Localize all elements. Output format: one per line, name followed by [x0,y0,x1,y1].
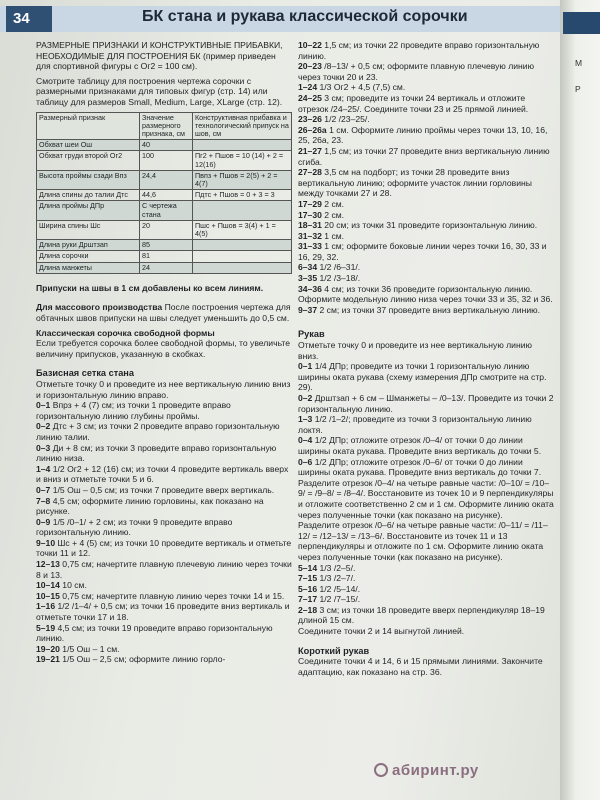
step-key: 1–4 [36,463,51,474]
step-key: 27–28 [298,167,322,178]
table-row [37,201,292,220]
step-key: 23–26 [298,114,322,125]
step-item [298,125,554,146]
step-key: 0–2 [298,393,313,403]
step-item [36,580,292,591]
table-row [37,170,292,189]
table-cell: 44,6 [140,190,193,201]
table-row [37,151,292,170]
step-key: 1–16 [36,601,56,612]
step-text: 4 см; из точки 36 проведите горизонтальную линию. [321,283,533,294]
step-item [298,241,554,262]
step-key: 0–1 [298,361,313,372]
table-cell: Пшс + Пшов = 3(4) + 1 = 4(5) [193,220,292,239]
next-page-edge [560,0,600,800]
step-text: Ди + 8 см; из точки 3 проведите вправо горизонтальную линию низа. [36,442,277,464]
step-key: 6–34 [298,262,318,273]
step-item [298,146,554,167]
step-item [298,93,554,114]
watermark-logo-icon [374,763,388,777]
short-sleeve-text: Соедините точки 4 и 14, 6 и 15 прямыми линиями. Закончите адаптацию, как показано на стр. 36. [298,656,543,677]
table-row [37,140,292,151]
step-item [36,496,292,517]
table-cell [193,262,292,273]
step-text: 1/3 /2–7/. [317,573,356,584]
step-key: 12–13 [36,559,60,570]
sleeve-title: Рукав [298,329,325,340]
seam-allowance-note: Припуски на швы в 1 см добавлены ко всем линиям. [36,282,264,293]
step-text: 1 см. [321,230,345,241]
step-item [36,538,292,559]
table-cell: Длина руки Дрштзап [37,240,140,251]
step-key: 10–22 [298,40,322,50]
step-key: 34–36 [298,283,322,294]
step-key: 31–33 [298,241,322,252]
step-key: 21–27 [298,145,322,156]
table-cell [193,201,292,220]
mass-production-title: Для массового производства [36,302,163,313]
step-text: 3 см; из точки 18 проведите вверх перпендикуляр 18–19 длиной 15 см. [298,604,545,626]
table-header-cell: Размерный признак [37,112,140,140]
table-row [37,190,292,201]
table-row [37,240,292,251]
step-key: 7–17 [298,594,318,605]
step-item [36,400,292,421]
step-key: 18–31 [298,220,322,231]
step-item [298,573,554,584]
step-item [36,601,292,622]
table-cell: Длина манжеты [37,262,140,273]
step-item [298,563,554,574]
step-key: 3–35 [298,273,318,284]
step-text: 1/2 /7–15/. [317,594,361,605]
step-text: 1/3 /2–5/. [317,562,356,573]
step-text: 1/2 /23–25/. [321,114,370,125]
right-column [298,40,554,677]
step-text: 1/2 /3–18/. [317,273,361,284]
divide-0-4-text: Разделите отрезок /0–4/ на четыре равные части: /0–10/ = /10–9/ = /9–8/ = /8–4/. Восстановите из точек 10 и 9 перпендикуляры и отложите соответственно 2 см и 1 см. Оформите линию оката через полученные точки (как показано на рисунке). [298,477,554,520]
step-key: 17–29 [298,198,322,209]
step-text: 3 см; проведите из точки 24 вертикаль и отложите отрезок /24–25/. Соедините точки 23 и 25 прямой линией. [298,92,529,114]
step-key: 7–8 [36,495,51,506]
step-key: 10–15 [36,590,60,601]
step-key: 0–3 [36,442,51,453]
step-item [298,61,554,82]
table-cell: С чертежа стана [140,201,193,220]
step-item [36,644,292,655]
mass-production-text: После построения чертежа для обтачных швов припуски на швы следует уменьшить до 0,5 см. [36,302,291,323]
step-item [298,284,554,295]
step-key: 19–20 [36,643,60,654]
page-number: 34 [6,6,52,32]
step-item [36,421,292,442]
step-key: 0–9 [36,516,51,527]
step-text: 1/2 /1–4/ + 0,5 см; из точки 16 проведите вниз вертикаль и отметьте точки 17 и 18. [36,601,290,623]
sleeve-steps [298,361,554,478]
step-key: 0–7 [36,484,51,495]
left-column [36,40,292,665]
step-text: 1/5 Ош – 2,5 см; оформите линию горло- [59,654,226,665]
table-cell: 100 [140,151,193,170]
step-item [298,393,554,414]
step-item [298,114,554,125]
step-text: 2 см. [321,209,345,220]
table-header-row [37,112,292,140]
next-page-letter-r: Р [575,84,581,94]
step-item [36,485,292,496]
short-sleeve-title: Короткий рукав [298,645,370,656]
table-header-cell: Конструктивная прибавка и технологический припуск на шов, см [193,112,292,140]
step-text: Шс + 4 (5) см; из точки 10 проведите вертикаль и отметьте точки 11 и 12. [36,537,292,559]
step-key: 19–21 [36,654,60,665]
step-item [36,623,292,644]
table-cell [193,140,292,151]
table-cell [193,240,292,251]
measurements-table [36,112,292,274]
table-cell: 85 [140,240,193,251]
hem-line-text: Оформите модельную линию низа через точки 33 и 35, 32 и 36. [298,294,553,305]
step-key: 0–1 [36,400,51,411]
table-row [37,251,292,262]
step-text: 2 см. [321,198,345,209]
table-cell: Пвпз + Пшов = 2(5) + 2 = 4(7) [193,170,292,189]
table-cell: Длина проймы ДПр [37,201,140,220]
table-cell: Длина сорочки [37,251,140,262]
table-cell: Обхват шеи Ош [37,140,140,151]
step-text: 1/3 Ог2 + 4,5 (7,5) см. [317,82,406,93]
step-text: Впрз + 4 (7) см; из точки 1 проведите вправо горизонтальную линию глубины проймы. [36,400,231,421]
step-text: 1/4 ДПр; проведите из точки 1 горизонтальную линию ширины оката рукава (схему измерения ДПр смотрите на стр. 29). [298,361,547,393]
step-text: 10 см. [59,580,87,591]
table-cell: Обхват груди второй Ог2 [37,151,140,170]
step-key: 1–24 [298,82,318,93]
step-item [36,559,292,580]
step-text: 0,75 см; начертите плавную линию через точки 14 и 15. [59,590,285,601]
intro-caps-text: РАЗМЕРНЫЕ ПРИЗНАКИ И КОНСТРУКТИВНЫЕ ПРИБАВКИ, НЕОБХОДИМЫЕ ДЛЯ ПОСТРОЕНИЯ БК (пример приведен для спортивной фигуры с Ог2 = 100 см). [36,40,283,72]
step-text: 1/5 Ош – 1 см. [59,643,120,654]
watermark: абиринт.ру [392,762,479,779]
step-item [36,654,292,665]
base-grid-steps [36,400,292,665]
step-item [298,361,554,393]
step-item [36,517,292,538]
step-text: 3,5 см на подборт; из точки 28 проведите вниз вертикальную линию; оформите участок линии горловины между точками 27 и 28. [298,167,532,199]
step-key: 5–19 [36,622,56,633]
step-item [298,40,554,61]
step-text: 1/2 ДПр; отложите отрезок /0–4/ от точки 0 до линии ширины оката рукава. Проведите вниз вертикаль до точки 5. [298,435,542,456]
intro-text: Смотрите таблицу для построения чертежа сорочки с размерными признаками для типовых фигур (стр. 14) или таблицу для размеров Small, Medium, Large, XLarge (стр. 12). [36,75,283,107]
step-key: 26–26а [298,124,327,135]
step-text: 1/2 /6–31/. [317,262,361,273]
step-text: /8–13/ + 0,5 см; оформите плавную плечевую линию через точки 20 и 23. [298,61,535,82]
table-row [37,262,292,273]
step-text: 1/5 Ош – 0,5 см; из точки 7 проведите вверх вертикаль. [50,484,275,495]
step-text: 1/5 /0–1/ + 2 см; из точки 9 проведите вправо горизонтальную линию. [36,516,233,538]
step-text: 1/2 ДПр; отложите отрезок /0–6/ от точки 0 до линии ширины оката рукава. Проведите вниз вертикаль до точки 7. [298,456,542,478]
step-key: 1–3 [298,414,313,425]
step-text: 0,75 см; начертите плавную плечевую линию через точки 8 и 13. [36,559,292,580]
base-grid-intro: Отметьте точку 0 и проведите из нее вертикальную линию вниз и горизонтальную линию вправо. [36,378,291,400]
step-text: 1/2 /1–2/; проведите из точки 3 горизонтальную линию локтя. [298,414,532,435]
step-item [298,167,554,199]
step-key: 20–23 [298,61,322,72]
table-cell: 24,4 [140,170,193,189]
step-item [298,82,554,93]
step-item [298,305,554,316]
step-key: 2–18 [298,604,318,615]
table-cell: 24 [140,262,193,273]
step-text: 20 см; из точки 31 проведите горизонтальную линию. [321,220,538,231]
step-key: 0–6 [298,456,313,467]
step-item [36,591,292,602]
step-key: 9–10 [36,537,56,548]
table-cell: Высота проймы сзади Впз [37,170,140,189]
step-text: 1 см; оформите боковые линии через точки 16, 30, 33 и 16, 29, 32. [298,241,547,262]
step-key: 0–4 [298,435,313,446]
step-item [298,594,554,605]
step-text: Дрштзап + 6 см – Шманжеты – /0–13/. Проведите из точки 2 горизонтальную линию. [298,393,554,414]
step-item [298,231,554,242]
step-item [298,435,554,456]
divide-0-6-text: Разделите отрезок /0–6/ на четыре равные части: /0–11/ = /11–12/ = /12–13/ = /13–6/. Восстановите из точек 11 и 13 перпендикуляры и отложите по 1 см. Оформите линию оката через полученные точки (как показано на рисунке). [298,520,548,562]
step-key: 9–37 [298,304,318,315]
step-item [36,464,292,485]
step-text: 1,5 см; из точки 27 проведите вниз вертикальную линию сгиба. [298,145,550,167]
table-cell: Пдтс + Пшов = 0 + 3 = 3 [193,190,292,201]
sleeve-intro: Отметьте точку 0 и проведите из нее вертикальную линию вниз. [298,340,532,361]
step-text: 1 см. Оформите линию проймы через точки 13, 10, 16, 25, 26а, 23. [298,124,548,146]
step-item [36,443,292,464]
step-item [298,262,554,273]
step-key: 5–14 [298,562,318,573]
connect-text: Соедините точки 2 и 14 выгнутой линией. [298,626,465,637]
mass-production-paragraph [36,302,292,323]
next-page-letter-m: М [575,58,583,68]
step-item [298,457,554,478]
step-key: 5–16 [298,583,318,594]
sleeve-steps-end [298,563,554,627]
table-header-cell: Значение размерного признака, см [140,112,193,140]
table-row [37,220,292,239]
bodice-steps [298,40,554,294]
step-key: 24–25 [298,92,322,103]
step-item [298,210,554,221]
step-key: 17–30 [298,209,322,220]
table-cell: 40 [140,140,193,151]
next-page-header-bar [563,12,600,34]
step-text: Дтс + 3 см; из точки 2 проведите вправо горизонтальную линию талии. [36,421,280,442]
step-key: 0–2 [36,421,51,432]
step-item [298,220,554,231]
step-item [298,584,554,595]
base-grid-title: Базисная сетка стана [36,368,134,379]
page-title: БК стана и рукава классической сорочки [142,8,468,25]
table-cell: 20 [140,220,193,239]
step-text: 1,5 см; из точки 22 проведите вправо горизонтальную линию. [298,40,540,61]
table-cell: 81 [140,251,193,262]
step-text: 4,5 см; из точки 19 проведите вправо горизонтальную линию. [36,622,273,644]
table-cell: Ширина спины Шс [37,220,140,239]
step-item [298,414,554,435]
step-item [298,605,554,626]
step-text: 4,5 см; оформите линию горловины, как показано на рисунке. [36,495,264,517]
free-form-text: Если требуется сорочка более свободной формы, то увеличьте величину припусков, указанную в скобках. [36,338,291,359]
free-form-title: Классическая сорочка свободной формы [36,327,215,338]
step-key: 10–14 [36,580,60,591]
step-text: 1/2 Ог2 + 12 (16) см; из точки 4 проведите вертикаль вверх и вниз и отметьте точки 5 и 6. [36,463,289,485]
table-cell [193,251,292,262]
table-cell: Пг2 + Пшов = 10 (14) + 2 = 12(16) [193,151,292,170]
table-cell: Длина спины до талии Дтс [37,190,140,201]
step-text: 2 см; из точки 37 проведите вниз вертикальную линию. [317,304,540,315]
step-item [298,273,554,284]
step-item [298,199,554,210]
step-text: 1/2 /5–14/. [317,583,361,594]
step-key: 7–15 [298,573,318,584]
step-key: 31–32 [298,230,322,241]
